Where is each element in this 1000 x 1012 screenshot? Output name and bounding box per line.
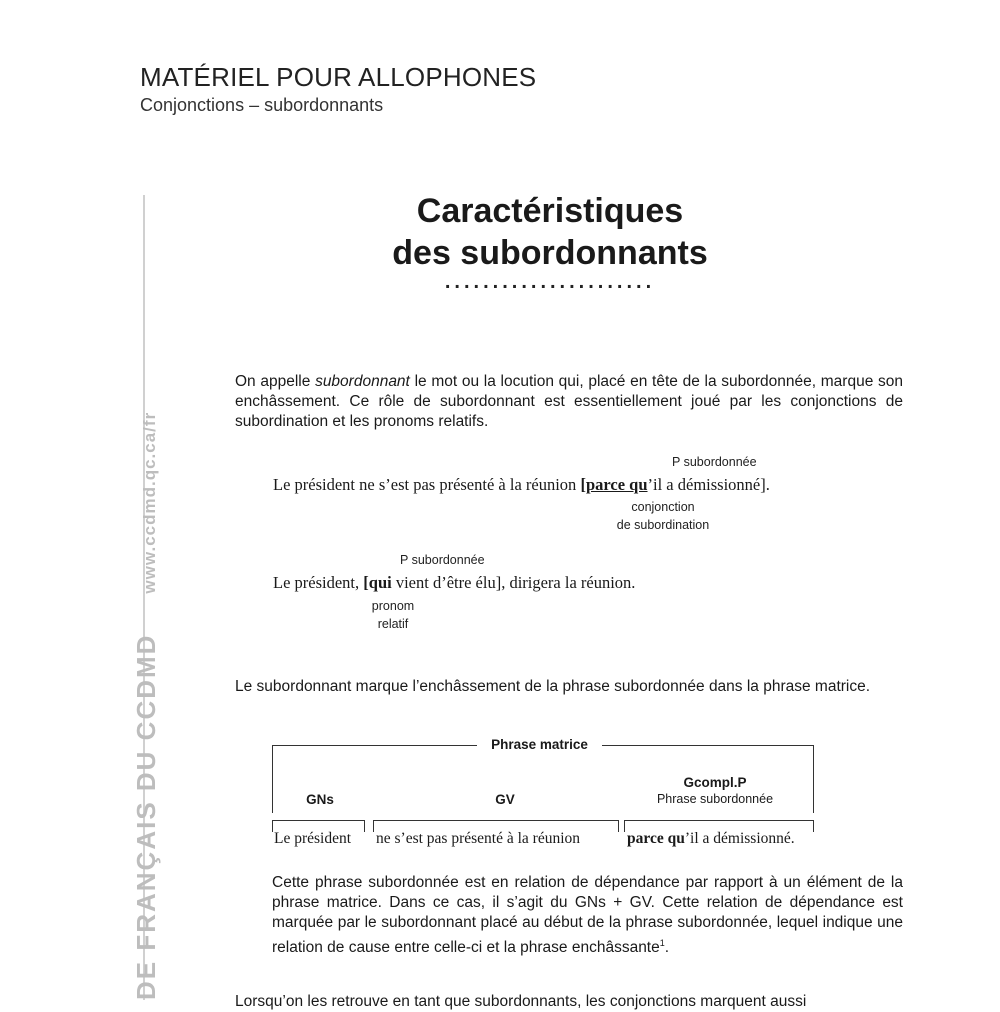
seg1-bracket-left [272, 820, 273, 832]
example1-label-bottom-line2: de subordination [616, 518, 710, 532]
example1-label-bottom-line1: conjonction [631, 500, 695, 514]
seg3-bracket-top [624, 820, 814, 821]
paragraph-dependance-text: Cette phrase subordonnée est en relation de dépendance par rapport à un élément de la phrase matrice. Dans ce cas, il s’agit du GNs + GV. Cette relation de dépendance est marquée par le subordonnant placé au début de la phrase subordonnée, lequel indique une relation de cause entre celle-ci et la phrase enchâssante [272, 874, 903, 957]
segment-subordinate-rest: ’il a démissionné. [684, 830, 795, 847]
matrix-bracket-right-edge [813, 745, 814, 813]
matrix-bracket-left-edge [272, 745, 273, 813]
matrix-label: Phrase matrice [491, 737, 588, 752]
example1-conjunction: parce qu [585, 475, 648, 494]
gv-label: GV [495, 792, 515, 807]
matrix-bracket-left-rule [272, 745, 477, 746]
seg1-bracket-right [364, 820, 365, 832]
example2-label-bottom-line1: pronom [371, 599, 415, 613]
example1-bracket: [ [580, 475, 586, 494]
gcompl-label: Gcompl.P [683, 775, 747, 790]
segment-subordinate [627, 830, 795, 848]
matrix-bracket-right-rule [602, 745, 814, 746]
seg3-bracket-left [624, 820, 625, 832]
example2-text-end: vient d’être élu], dirigera la réunion. [391, 573, 636, 592]
intro-text-end: le mot ou la locution qui, placé en tête de la subordonnée, marque son enchâssement. Ce rôle de subordonnant est essentiellement joué par les conjonctions de subordination et les pronoms relatifs. [235, 373, 904, 430]
header-subtitle: Conjonctions – subordonnants [140, 95, 384, 115]
footnote-ref[interactable]: 1 [659, 938, 665, 948]
sub-phrase-label: Phrase subordonnée [656, 792, 774, 806]
paragraph-dependance-end: . [664, 939, 670, 957]
seg2-bracket-right [618, 820, 619, 832]
page-title-line-1: Caractéristiques [416, 192, 684, 230]
header-title: MATÉRIEL POUR ALLOPHONES [140, 62, 537, 92]
seg2-bracket-top [373, 820, 619, 821]
segment-conjunction: parce qu [627, 830, 685, 847]
segment-gv: ne s’est pas présenté à la réunion [376, 830, 581, 847]
example1-text-end: ’il a démissionné]. [647, 475, 770, 494]
page-title-line-2: des subordonnants [392, 234, 708, 272]
paragraph-enchassement: Le subordonnant marque l’enchâssement de la phrase subordonnée dans la phrase matrice. [235, 678, 871, 695]
seg2-bracket-left [373, 820, 374, 832]
sidebar-label: DE FRANÇAIS DU CCDMD [131, 633, 161, 1000]
example2-bracket: [ [363, 573, 369, 592]
example2-label-top: P subordonnée [400, 553, 485, 567]
sidebar-url[interactable]: www.ccdmd.qc.ca/fr [140, 411, 159, 594]
title-dotted-rule: ...................... [444, 271, 656, 293]
paragraph-dependance [272, 873, 903, 958]
example1-text-start: Le président ne s’est pas présenté à la réunion [273, 475, 581, 494]
seg1-bracket-top [272, 820, 365, 821]
gns-label: GNs [306, 792, 334, 807]
example2-relative-pronoun: qui [368, 573, 392, 592]
example1-label-top: P subordonnée [672, 455, 757, 469]
segment-gns: Le président [274, 830, 352, 847]
intro-italic-term: subordonnant [315, 373, 410, 390]
seg3-bracket-right [813, 820, 814, 832]
intro-text-start: On appelle [235, 373, 316, 390]
example2-text-start: Le président, [273, 573, 364, 592]
paragraph-cutoff: Lorsqu’on les retrouve en tant que subordonnants, les conjonctions marquent aussi [235, 993, 807, 1010]
example2-label-bottom-line2: relatif [377, 617, 409, 631]
